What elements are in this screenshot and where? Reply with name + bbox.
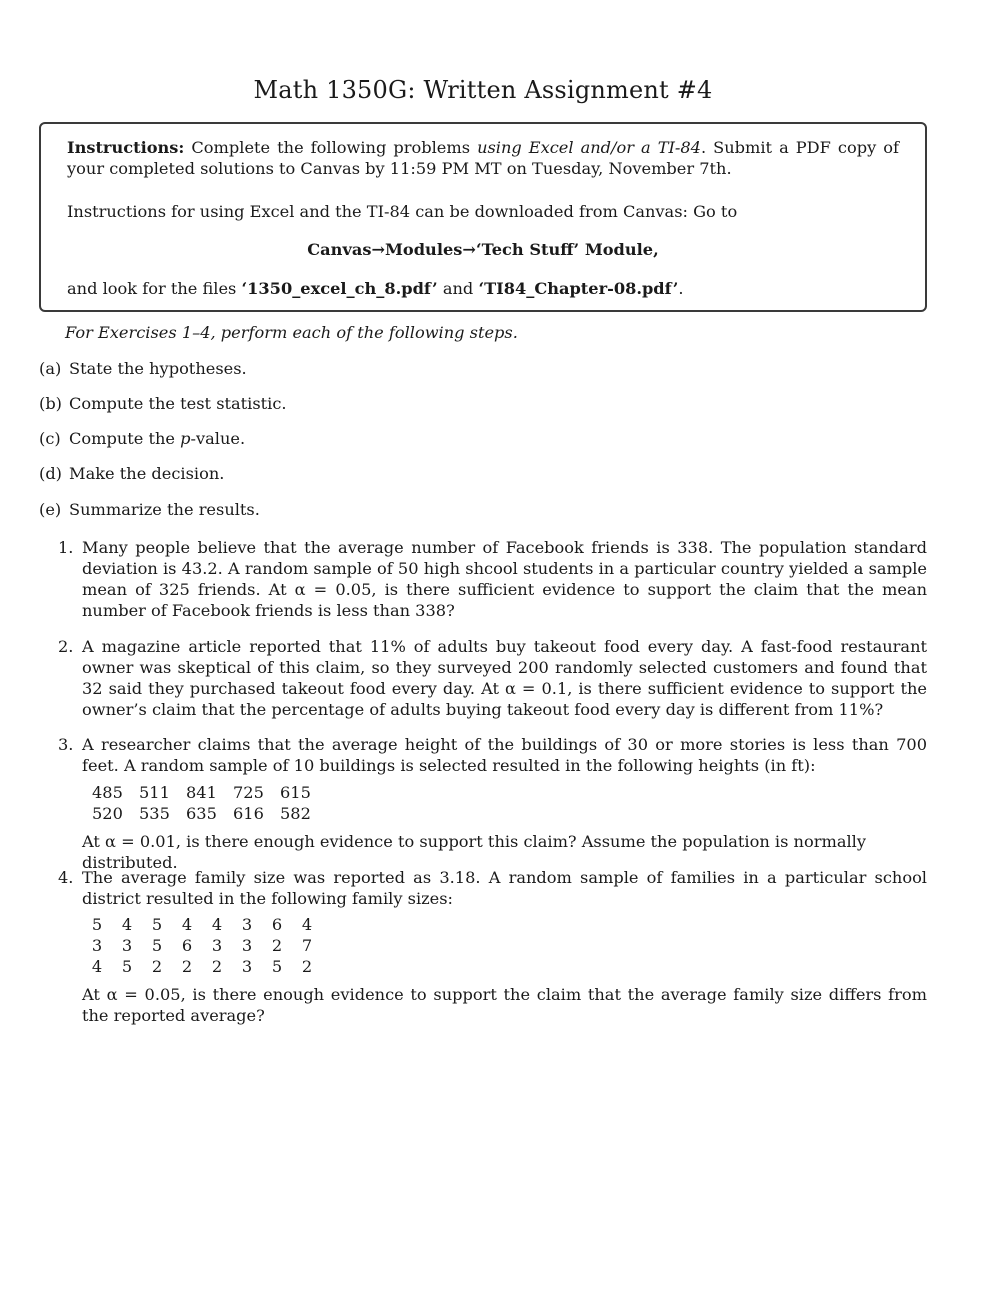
p-symbol: p xyxy=(180,429,191,448)
table-cell: 6 xyxy=(271,915,283,934)
family-sizes-table xyxy=(82,914,322,977)
exercise-text: A magazine article reported that 11% of adults buy takeout food every day. A fast-food restaurant owner was skeptical of this claim, so they surveyed 200 randomly selected customers and found that 32 said they purchased takeout food every day. At α = 0.1, is there sufficient evidence to support the owner’s claim that the percentage of adults buying takeout food every day is different from 11%? xyxy=(82,637,927,719)
step-text: Compute the xyxy=(69,429,176,448)
table-cell: 4 xyxy=(301,915,313,934)
canvas-path: Canvas→Modules→‘Tech Stuff’ Module, xyxy=(307,240,659,259)
step-label: (d) xyxy=(39,464,62,483)
exercise-text: A researcher claims that the average height of the buildings of 30 or more stories is less than 700 feet. A random sample of 10 buildings is selected resulted in the following heights (in ft): xyxy=(82,735,927,775)
table-cell: 5 xyxy=(151,936,163,955)
table-cell: 4 xyxy=(121,915,133,934)
instructions-paragraph xyxy=(67,137,899,179)
exercise-number: 1. xyxy=(58,538,74,557)
table-cell: 841 xyxy=(186,783,217,802)
steps-note: For Exercises 1–4, perform each of the following steps. xyxy=(65,323,518,342)
table-cell: 511 xyxy=(139,783,170,802)
step-b xyxy=(39,393,287,414)
table-cell: 3 xyxy=(91,936,103,955)
table-cell: 615 xyxy=(280,783,311,802)
instructions-text-b: . Submit a PDF copy of your completed solutions to Canvas by 11:59 PM MT on Tuesday, November 7th. xyxy=(67,138,900,178)
table-cell: 725 xyxy=(233,783,264,802)
table-cell: 5 xyxy=(121,957,133,976)
table-row xyxy=(82,956,322,977)
files-end: . xyxy=(678,279,684,298)
table-cell: 3 xyxy=(121,936,133,955)
table-row xyxy=(82,914,322,935)
exercise-4-question: At α = 0.05, is there enough evidence to support the claim that the average family size differs from the reported average? xyxy=(82,985,927,1025)
instructions-box xyxy=(39,122,927,312)
exercise-2 xyxy=(58,636,927,720)
files-line xyxy=(67,278,899,299)
table-cell: 5 xyxy=(91,915,103,934)
exercise-3-question: At α = 0.01, is there enough evidence to support this claim? Assume the population is normally distributed. xyxy=(82,832,866,872)
table-cell: 4 xyxy=(91,957,103,976)
table-cell: 635 xyxy=(186,804,217,823)
download-line: Instructions for using Excel and the TI-84 can be downloaded from Canvas: Go to xyxy=(67,202,738,221)
table-cell: 2 xyxy=(301,957,313,976)
exercise-text: Many people believe that the average number of Facebook friends is 338. The population standard deviation is 43.2. A random sample of 50 high shcool students in a particular country yielded a sample mean of 325 friends. At α = 0.05, is there sufficient evidence to support the claim that the mean number of Facebook friends is less than 338? xyxy=(82,538,927,620)
table-row xyxy=(92,803,327,824)
table-cell: 3 xyxy=(241,915,253,934)
step-text: Make the decision. xyxy=(69,464,225,483)
exercise-number: 3. xyxy=(58,735,74,754)
table-cell: 2 xyxy=(151,957,163,976)
table-cell: 5 xyxy=(271,957,283,976)
table-cell: 2 xyxy=(181,957,193,976)
step-label: (c) xyxy=(39,429,61,448)
table-cell: 3 xyxy=(241,936,253,955)
heights-table xyxy=(92,782,327,824)
file-excel: ‘1350_excel_ch_8.pdf’ xyxy=(241,279,438,298)
instructions-text-a: Complete the following problems xyxy=(191,138,471,157)
table-cell: 4 xyxy=(181,915,193,934)
file-ti84: ‘TI84_Chapter-08.pdf’ xyxy=(478,279,679,298)
table-cell: 3 xyxy=(241,957,253,976)
exercise-4 xyxy=(58,867,927,909)
step-e xyxy=(39,499,260,520)
table-cell: 616 xyxy=(233,804,264,823)
files-and: and xyxy=(442,279,474,298)
table-cell: 520 xyxy=(92,804,123,823)
step-label: (a) xyxy=(39,359,62,378)
step-label: (e) xyxy=(39,500,62,519)
step-c xyxy=(39,428,245,449)
table-row xyxy=(92,782,327,803)
exercise-text: The average family size was reported as 3.18. A random sample of families in a particular school district resulted in the following family sizes: xyxy=(82,868,927,908)
table-cell: 2 xyxy=(271,936,283,955)
table-cell: 4 xyxy=(211,915,223,934)
step-text: Summarize the results. xyxy=(69,500,260,519)
table-cell: 535 xyxy=(139,804,170,823)
files-text-a: and look for the files xyxy=(67,279,237,298)
exercise-3 xyxy=(58,734,927,776)
table-cell: 7 xyxy=(301,936,313,955)
exercise-1 xyxy=(58,537,927,621)
instructions-tools: using Excel and/or a TI-84 xyxy=(477,138,701,157)
page-title: Math 1350G: Written Assignment #4 xyxy=(253,76,713,104)
table-cell: 582 xyxy=(280,804,311,823)
table-cell: 5 xyxy=(151,915,163,934)
table-cell: 6 xyxy=(181,936,193,955)
table-cell: 485 xyxy=(92,783,123,802)
table-cell: 2 xyxy=(211,957,223,976)
step-text: Compute the test statistic. xyxy=(69,394,287,413)
step-d xyxy=(39,463,224,484)
step-text: State the hypotheses. xyxy=(69,359,247,378)
step-a xyxy=(39,358,247,379)
table-row xyxy=(82,935,322,956)
instructions-label: Instructions: xyxy=(67,138,185,157)
step-label: (b) xyxy=(39,394,62,413)
table-cell: 3 xyxy=(211,936,223,955)
exercise-number: 2. xyxy=(58,637,74,656)
exercise-number: 4. xyxy=(58,868,74,887)
step-text-b: -value. xyxy=(190,429,246,448)
